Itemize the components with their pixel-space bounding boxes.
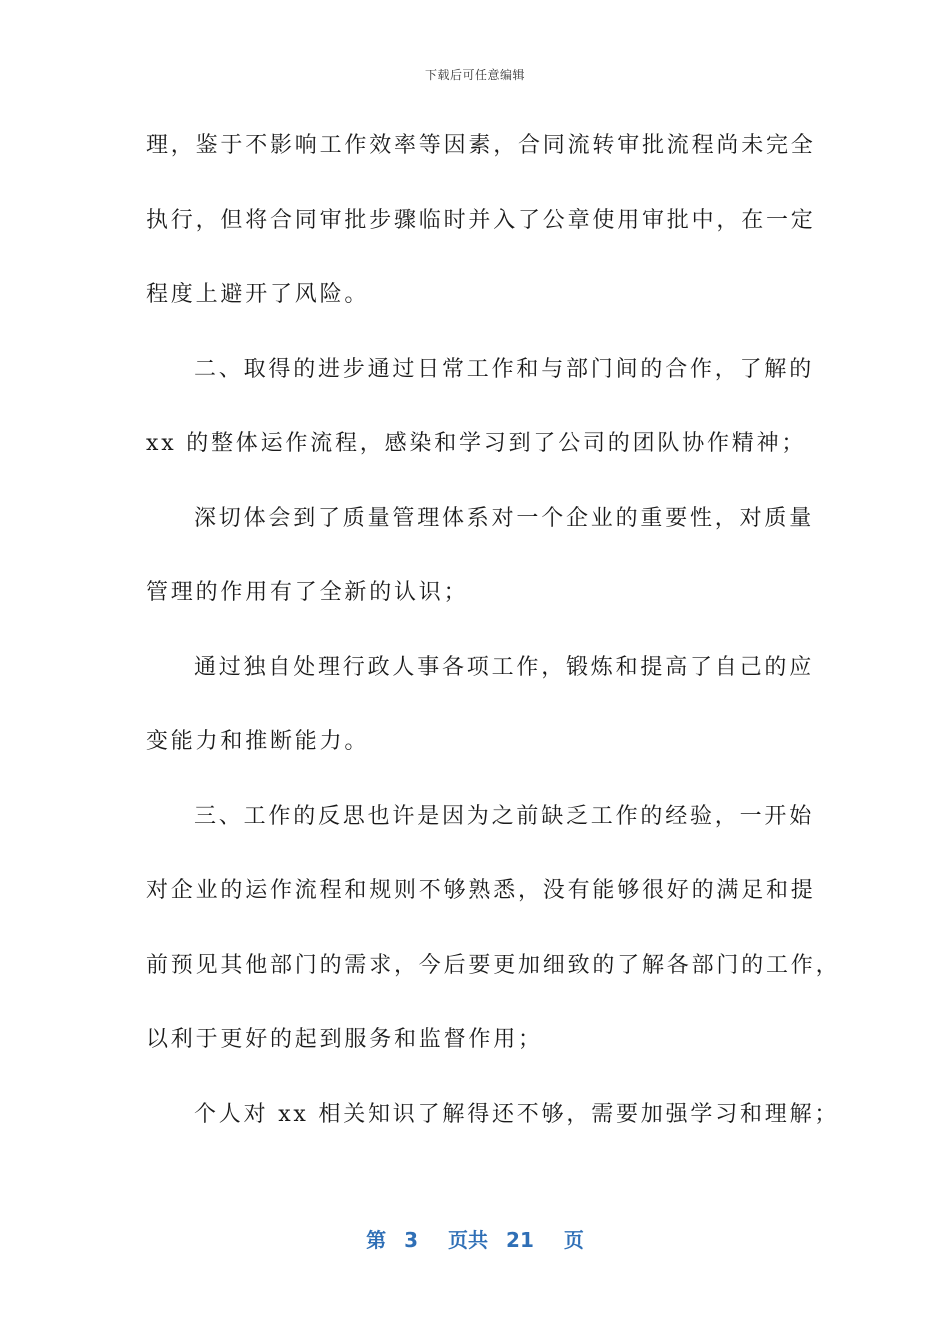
page-suffix: 页 <box>563 1228 584 1252</box>
document-body <box>146 120 841 1163</box>
text-line: 三、工作的反思也许是因为之前缺乏工作的经验，一开始 <box>194 803 815 829</box>
text-line: 前预见其他部门的需求，今后要更加细致的了解各部门的工作， <box>146 952 841 978</box>
text-line: 程度上避开了风险。 <box>146 282 370 307</box>
text-line: 管理的作用有了全新的认识； <box>146 580 469 605</box>
text-line: 深切体会到了质量管理体系对一个企业的重要性，对质量 <box>194 505 815 531</box>
text-line: xx 的整体运作流程，感染和学习到了公司的团队协作精神； <box>146 431 807 456</box>
text-line: 二、取得的进步通过日常工作和与部门间的合作，了解的 <box>194 356 815 382</box>
text-line: 个人对 xx 相关知识了解得还不够，需要加强学习和理解； <box>194 1101 840 1127</box>
text-line: 理，鉴于不影响工作效率等因素，合同流转审批流程尚未完全 <box>146 133 816 158</box>
text-line: 通过独自处理行政人事各项工作，锻炼和提高了自己的应 <box>194 654 815 680</box>
total-pages: 21 <box>506 1228 534 1252</box>
page-middle: 页共 <box>448 1228 489 1252</box>
text-line: 以利于更好的起到服务和监督作用； <box>146 1027 543 1052</box>
page-prefix: 第 <box>366 1228 387 1252</box>
text-line: 变能力和推断能力。 <box>146 729 370 754</box>
page-footer <box>0 1224 950 1253</box>
text-line: 对企业的运作流程和规则不够熟悉，没有能够很好的满足和提 <box>146 878 816 903</box>
text-line: 执行，但将合同审批步骤临时并入了公章使用审批中，在一定 <box>146 207 816 233</box>
page-header: 下载后可任意编辑 <box>424 68 525 82</box>
page-number: 3 <box>404 1228 419 1252</box>
